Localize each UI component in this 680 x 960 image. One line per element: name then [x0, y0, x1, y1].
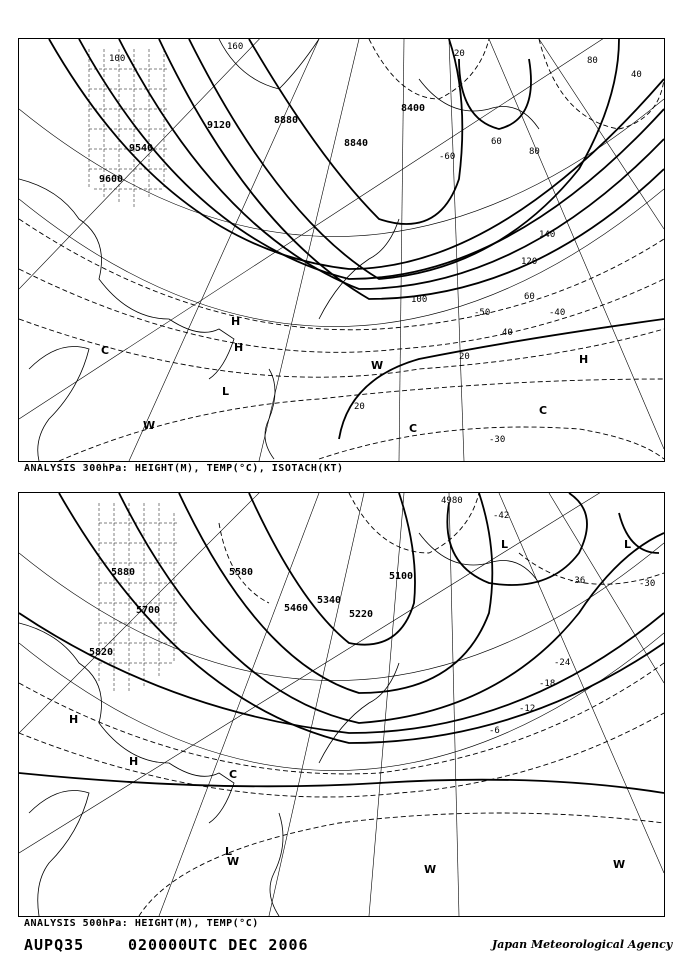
- valid-time: 020000UTC DEC 2006: [128, 936, 309, 954]
- isotach-label: 20: [354, 402, 365, 412]
- height-label: 8880: [274, 115, 299, 126]
- cold-marker: C: [409, 422, 418, 435]
- temp-contours: [19, 493, 664, 916]
- temp-label: -24: [554, 658, 571, 668]
- warm-marker: W: [143, 419, 156, 432]
- warm-marker: W: [227, 855, 240, 868]
- temp-label: -18: [539, 679, 556, 689]
- height-label: 8400: [401, 103, 426, 114]
- coastline: [19, 533, 539, 916]
- height-label: 9120: [207, 120, 232, 131]
- height-label: 100: [109, 54, 126, 64]
- height-contours: [49, 39, 664, 439]
- low-marker: L: [222, 385, 230, 398]
- map-300hpa: [19, 39, 664, 461]
- cold-marker: C: [229, 768, 238, 781]
- height-label: 5880: [111, 567, 136, 578]
- height-label: 5220: [349, 609, 374, 620]
- temp-label: -6: [489, 726, 500, 736]
- height-label: 9540: [129, 143, 154, 154]
- map-panel-500hpa: [18, 492, 665, 917]
- height-label: 5100: [389, 571, 414, 582]
- height-label: 9600: [99, 174, 124, 185]
- height-label: 8840: [344, 138, 369, 149]
- warm-marker: W: [424, 863, 437, 876]
- graticule: [19, 39, 664, 461]
- isotach-label: 20: [454, 49, 465, 59]
- high-marker: H: [579, 353, 589, 366]
- height-label: 5460: [284, 603, 309, 614]
- temp-label: -60: [439, 152, 456, 162]
- chart-code: AUPQ35: [24, 936, 85, 954]
- map-panel-300hpa: [18, 38, 665, 462]
- isotach-label: 140: [539, 230, 556, 240]
- agency-name: Japan Meteorological Agency: [492, 938, 673, 951]
- temp-label: -42: [493, 511, 510, 521]
- high-marker: H: [231, 315, 241, 328]
- hatch-area: [89, 49, 169, 209]
- warm-marker: W: [371, 359, 384, 372]
- height-label: 5820: [89, 647, 114, 658]
- temp-label: -30: [639, 579, 656, 589]
- isotach-label: 120: [521, 257, 538, 267]
- caption-300hpa: ANALYSIS 300hPa: HEIGHT(M), TEMP(°C), ISOTACH(KT): [24, 463, 344, 474]
- temp-label: -36: [569, 576, 586, 586]
- isotach-label: 40: [631, 70, 642, 80]
- isotach-contours: [19, 39, 664, 461]
- isotach-label: 80: [587, 56, 598, 66]
- low-marker: L: [501, 538, 509, 551]
- temp-label: -30: [489, 435, 506, 445]
- cold-marker: C: [539, 404, 548, 417]
- warm-marker: W: [613, 858, 626, 871]
- temp-label: -50: [474, 308, 491, 318]
- low-marker: L: [225, 845, 233, 858]
- isotach-label: 100: [411, 295, 428, 305]
- isotach-label: 20: [459, 352, 470, 362]
- height-label: 160: [227, 42, 244, 52]
- temp-label: -40: [549, 308, 566, 318]
- height-label: 5700: [136, 605, 161, 616]
- height-label: 5580: [229, 567, 254, 578]
- height-label: 5340: [317, 595, 342, 606]
- height-label: 4980: [441, 496, 463, 506]
- low-marker: L: [624, 538, 632, 551]
- map-500hpa: [19, 493, 664, 916]
- temp-label: -12: [519, 704, 536, 714]
- graticule: [19, 493, 664, 916]
- isotach-label: 40: [502, 328, 513, 338]
- isotach-label: 60: [491, 137, 502, 147]
- high-marker: H: [129, 755, 139, 768]
- high-marker: H: [69, 713, 79, 726]
- cold-marker: C: [101, 344, 110, 357]
- isotach-label: 60: [524, 292, 535, 302]
- isotach-label: 80: [529, 147, 540, 157]
- caption-500hpa: ANALYSIS 500hPa: HEIGHT(M), TEMP(°C): [24, 918, 259, 929]
- high-marker: H: [234, 341, 244, 354]
